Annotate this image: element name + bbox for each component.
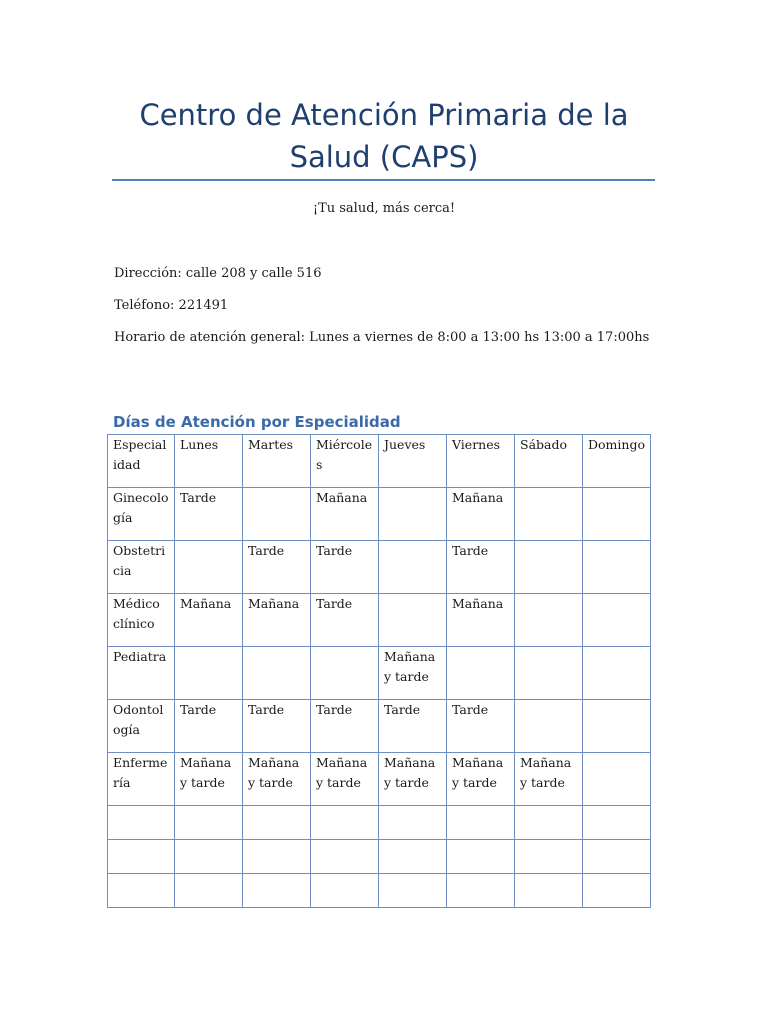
schedule-cell — [583, 647, 651, 700]
specialty-cell: Obstetricia — [108, 541, 175, 594]
hours-text: Horario de atención general: Lunes a viernes de 8:00 a 13:00 hs 13:00 a 17:00hs — [114, 330, 650, 345]
table-header-row — [108, 435, 651, 488]
schedule-cell — [311, 874, 379, 908]
schedule-cell: Tarde — [311, 700, 379, 753]
table-row — [108, 700, 651, 753]
header-cell-jueves: Jueves — [379, 435, 447, 488]
schedule-cell — [515, 700, 583, 753]
schedule-table — [107, 434, 651, 908]
header-cell-viernes: Viernes — [447, 435, 515, 488]
schedule-cell — [447, 647, 515, 700]
schedule-cell: Mañana — [175, 594, 243, 647]
schedule-cell: Mañana y tarde — [379, 647, 447, 700]
specialty-cell: Pediatra — [108, 647, 175, 700]
section-heading: Días de Atención por Especialidad — [113, 413, 401, 431]
schedule-cell: Mañana y tarde — [311, 753, 379, 806]
schedule-cell — [243, 840, 311, 874]
schedule-cell — [447, 806, 515, 840]
schedule-cell: Tarde — [175, 700, 243, 753]
schedule-cell: Mañana y tarde — [447, 753, 515, 806]
schedule-cell — [243, 647, 311, 700]
schedule-cell — [175, 874, 243, 908]
table-row — [108, 840, 651, 874]
specialty-cell: Enfermería — [108, 753, 175, 806]
schedule-cell: Tarde — [311, 541, 379, 594]
schedule-cell: Tarde — [175, 488, 243, 541]
schedule-cell: Tarde — [379, 700, 447, 753]
phone-text: Teléfono: 221491 — [114, 298, 229, 313]
schedule-cell — [379, 840, 447, 874]
specialty-cell: Ginecología — [108, 488, 175, 541]
schedule-cell: Tarde — [243, 700, 311, 753]
schedule-cell — [379, 594, 447, 647]
page-title: Centro de Atención Primaria de la Salud (CAPS) — [139, 98, 629, 174]
slogan-text: ¡Tu salud, más cerca! — [312, 201, 456, 216]
schedule-cell — [515, 594, 583, 647]
schedule-cell: Mañana — [243, 594, 311, 647]
specialty-cell — [108, 840, 175, 874]
table-row — [108, 806, 651, 840]
schedule-cell — [175, 806, 243, 840]
schedule-cell — [583, 840, 651, 874]
schedule-cell — [583, 488, 651, 541]
schedule-cell — [379, 488, 447, 541]
schedule-cell — [515, 647, 583, 700]
schedule-cell — [175, 647, 243, 700]
table-row — [108, 647, 651, 700]
header-cell-martes: Martes — [243, 435, 311, 488]
schedule-cell — [311, 806, 379, 840]
table-row — [108, 594, 651, 647]
schedule-cell — [447, 840, 515, 874]
schedule-cell — [311, 840, 379, 874]
specialty-cell — [108, 874, 175, 908]
schedule-cell: Tarde — [447, 700, 515, 753]
schedule-cell — [379, 541, 447, 594]
table-row — [108, 541, 651, 594]
specialty-cell: Médico clínico — [108, 594, 175, 647]
schedule-cell — [583, 753, 651, 806]
schedule-cell: Mañana y tarde — [379, 753, 447, 806]
header-cell-especialidad: Especialidad — [108, 435, 175, 488]
schedule-cell — [583, 700, 651, 753]
schedule-cell — [515, 806, 583, 840]
schedule-cell — [515, 874, 583, 908]
schedule-cell — [583, 806, 651, 840]
header-cell-domingo: Domingo — [583, 435, 651, 488]
schedule-cell — [175, 541, 243, 594]
table-row — [108, 753, 651, 806]
schedule-cell: Tarde — [447, 541, 515, 594]
schedule-cell: Mañana y tarde — [175, 753, 243, 806]
schedule-cell — [447, 874, 515, 908]
schedule-cell — [379, 874, 447, 908]
schedule-cell — [311, 647, 379, 700]
schedule-cell — [515, 541, 583, 594]
schedule-cell — [243, 806, 311, 840]
schedule-cell: Mañana — [447, 488, 515, 541]
schedule-cell: Tarde — [311, 594, 379, 647]
schedule-cell — [583, 874, 651, 908]
schedule-cell: Tarde — [243, 541, 311, 594]
table-row — [108, 874, 651, 908]
schedule-cell — [379, 806, 447, 840]
specialty-cell: Odontología — [108, 700, 175, 753]
header-cell-miercoles: Miércoles — [311, 435, 379, 488]
schedule-cell — [175, 840, 243, 874]
schedule-cell — [583, 594, 651, 647]
schedule-cell: Mañana — [311, 488, 379, 541]
schedule-cell — [243, 488, 311, 541]
header-cell-sabado: Sábado — [515, 435, 583, 488]
header-cell-lunes: Lunes — [175, 435, 243, 488]
schedule-cell — [243, 874, 311, 908]
schedule-cell — [515, 840, 583, 874]
schedule-cell: Mañana y tarde — [243, 753, 311, 806]
table-row — [108, 488, 651, 541]
title-divider — [112, 179, 655, 181]
schedule-cell: Mañana — [447, 594, 515, 647]
address-text: Dirección: calle 208 y calle 516 — [114, 266, 322, 281]
specialty-cell — [108, 806, 175, 840]
schedule-cell — [515, 488, 583, 541]
schedule-cell — [583, 541, 651, 594]
schedule-cell: Mañana y tarde — [515, 753, 583, 806]
